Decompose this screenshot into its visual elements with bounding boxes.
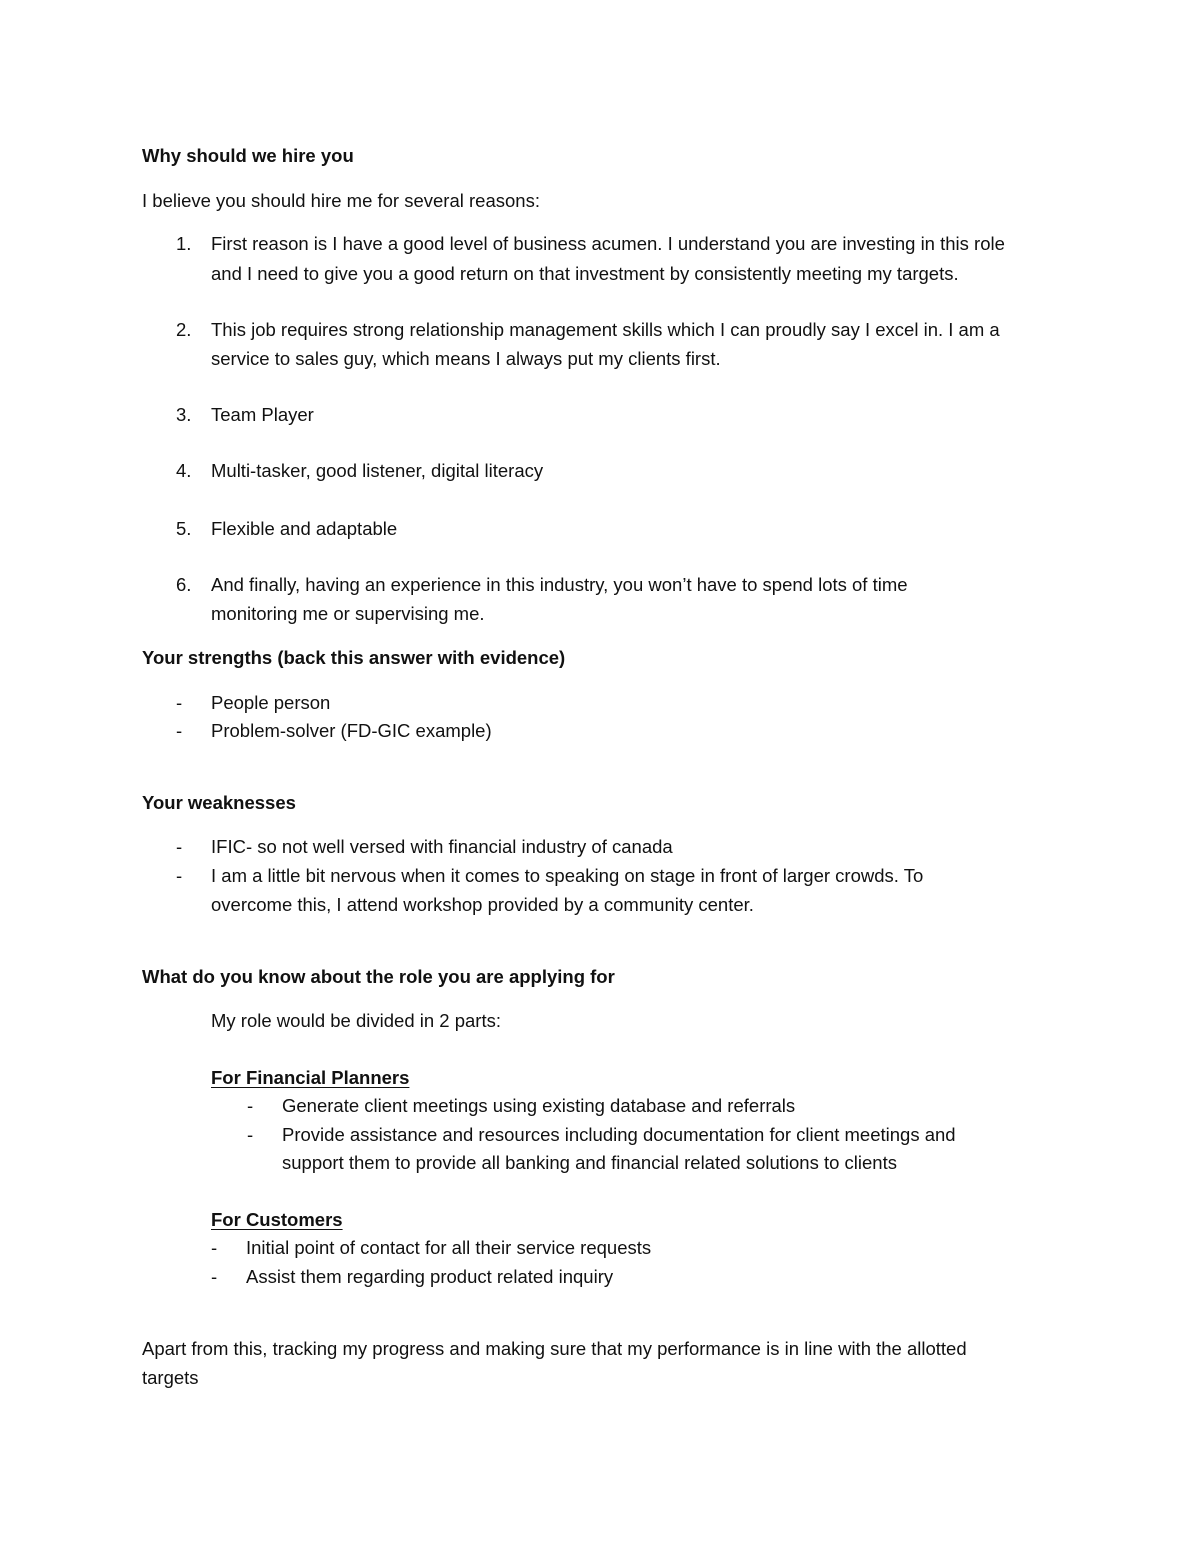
list-item-text: This job requires strong relationship management skills which I can proudly say I excel in. I am a: [211, 319, 1000, 340]
bullet-dash: -: [247, 1095, 254, 1116]
bullet-item-text: support them to provide all banking and financial related solutions to clients: [282, 1152, 897, 1173]
bullet-item-text: Generate client meetings using existing database and referrals: [282, 1095, 796, 1116]
list-item-text: Multi-tasker, good listener, digital literacy: [211, 460, 544, 481]
list-item-text: First reason is I have a good level of business acumen. I understand you are investing in this role: [211, 233, 1005, 254]
bullet-item-text: Assist them regarding product related inquiry: [246, 1266, 614, 1287]
list-item-text: service to sales guy, which means I always put my clients first.: [211, 348, 721, 369]
heading-role-knowledge: What do you know about the role you are applying for: [142, 966, 615, 987]
list-item-text: Flexible and adaptable: [211, 518, 398, 539]
bullet-dash: -: [176, 836, 183, 857]
closing-text: Apart from this, tracking my progress and making sure that my performance is in line with the allotted: [142, 1338, 967, 1359]
bullet-dash: -: [211, 1237, 218, 1258]
list-item-text: Team Player: [211, 404, 314, 425]
bullet-item-text: IFIC- so not well versed with financial industry of canada: [211, 836, 673, 857]
list-item-text: monitoring me or supervising me.: [211, 603, 485, 624]
list-item-text: And finally, having an experience in this industry, you won’t have to spend lots of time: [211, 574, 908, 595]
subheading-customers: For Customers: [211, 1209, 343, 1230]
intro-text: I believe you should hire me for several reasons:: [142, 190, 540, 211]
heading-strengths: Your strengths (back this answer with evidence): [142, 647, 566, 668]
bullet-dash: -: [176, 692, 183, 713]
bullet-item-text: Problem-solver (FD-GIC example): [211, 720, 492, 741]
role-intro-text: My role would be divided in 2 parts:: [211, 1010, 501, 1031]
bullet-dash: -: [211, 1266, 218, 1287]
bullet-item-text: Initial point of contact for all their service requests: [246, 1237, 652, 1258]
bullet-item-text: Provide assistance and resources including documentation for client meetings and: [282, 1124, 956, 1145]
bullet-item-text: People person: [211, 692, 331, 713]
list-number: 5.: [176, 518, 192, 539]
list-number: 2.: [176, 319, 192, 340]
list-number: 3.: [176, 404, 192, 425]
bullet-item-text: I am a little bit nervous when it comes to speaking on stage in front of larger crowds. To: [211, 865, 924, 886]
bullet-dash: -: [247, 1124, 254, 1145]
list-number: 6.: [176, 574, 192, 595]
list-item-text: and I need to give you a good return on that investment by consistently meeting my targets.: [211, 263, 959, 284]
bullet-item-text: overcome this, I attend workshop provided by a community center.: [211, 894, 754, 915]
list-number: 1.: [176, 233, 192, 254]
heading-weaknesses: Your weaknesses: [142, 792, 296, 813]
bullet-dash: -: [176, 865, 183, 886]
bullet-dash: -: [176, 720, 183, 741]
closing-text: targets: [142, 1367, 199, 1388]
heading-why-hire: Why should we hire you: [142, 145, 354, 166]
list-number: 4.: [176, 460, 192, 481]
subheading-financial-planners: For Financial Planners: [211, 1067, 410, 1088]
